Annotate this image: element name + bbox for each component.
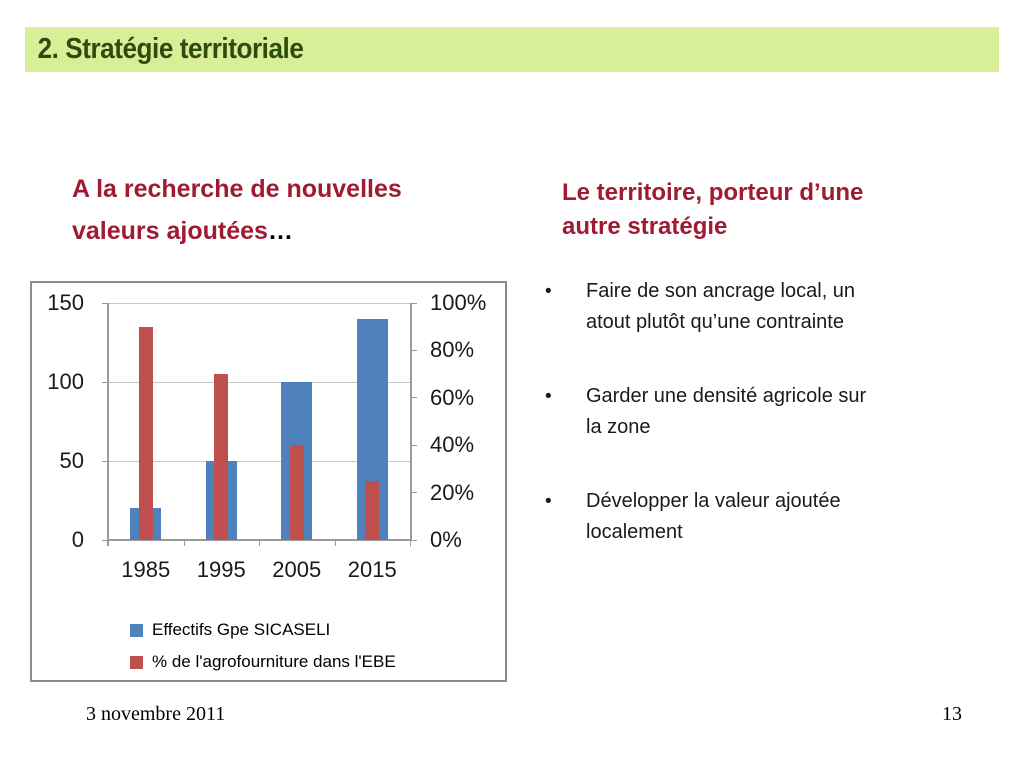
x-axis-label: 1985: [121, 557, 171, 582]
left-axis-label: 0: [71, 527, 84, 552]
left-heading-ellipsis: …: [267, 217, 295, 245]
bar-agrofourniture-2005: [290, 445, 304, 540]
right-axis-label: 80%: [430, 337, 475, 363]
bullet-list: [545, 276, 935, 591]
bar-chart: [30, 281, 507, 682]
left-axis-label: 100: [47, 369, 84, 394]
x-axis-label: 2005: [272, 557, 322, 582]
x-axis-tick: [335, 540, 336, 546]
right-heading-line1: Le territoire, porteur d’une: [562, 179, 864, 206]
right-axis-label: 60%: [430, 384, 475, 410]
right-axis-label: 20%: [430, 479, 475, 505]
bullet-text: Garder une densité agricole sur la zone: [586, 385, 867, 438]
x-axis-label: 2015: [347, 557, 397, 582]
gridline: [108, 303, 410, 304]
bar-agrofourniture-1985: [139, 327, 153, 540]
x-axis-tick: [259, 540, 260, 546]
slide-header-banner: [25, 27, 999, 72]
bar-agrofourniture-1995: [214, 374, 228, 540]
bullet-item: [545, 486, 935, 548]
x-axis-tick: [410, 540, 411, 546]
legend-item: [130, 652, 396, 672]
bar-agrofourniture-2015: [365, 481, 379, 540]
right-axis-line: [410, 303, 412, 540]
left-heading-line2: valeurs ajoutées…: [72, 217, 295, 245]
bullet-dot-icon: •: [545, 281, 552, 302]
left-heading: [72, 168, 402, 252]
legend-label: Effectifs Gpe SICASELI: [152, 620, 331, 639]
legend-swatch: [130, 656, 143, 669]
right-axis-label: 0%: [430, 527, 462, 552]
bullet-dot-icon: •: [545, 386, 552, 407]
x-axis-tick: [108, 540, 109, 546]
left-axis-line: [107, 303, 109, 546]
bullet-item: [545, 276, 935, 338]
legend-swatch: [130, 624, 143, 637]
x-axis-label: 1995: [196, 557, 246, 582]
x-axis-tick: [184, 540, 185, 546]
bullet-text: Faire de son ancrage local, un atout plutôt qu’une contrainte: [586, 280, 856, 333]
right-axis-label: 100%: [430, 290, 487, 315]
footer-date: 3 novembre 2011: [86, 703, 226, 725]
legend-item: [130, 620, 330, 640]
bullet-dot-icon: •: [545, 491, 552, 512]
left-heading-line1: A la recherche de nouvelles: [72, 175, 402, 203]
right-heading: [562, 176, 863, 244]
left-axis-label: 50: [59, 448, 84, 473]
slide-title: 2. Stratégie territoriale: [37, 33, 304, 65]
right-heading-line2: autre stratégie: [562, 213, 728, 240]
bullet-item: [545, 381, 935, 443]
bullet-text: Développer la valeur ajoutée localement: [586, 490, 841, 543]
footer-page-number: 13: [942, 703, 962, 725]
left-axis-label: 150: [47, 290, 84, 315]
right-axis-label: 40%: [430, 432, 475, 458]
legend-label: % de l'agrofourniture dans l'EBE: [152, 652, 396, 671]
